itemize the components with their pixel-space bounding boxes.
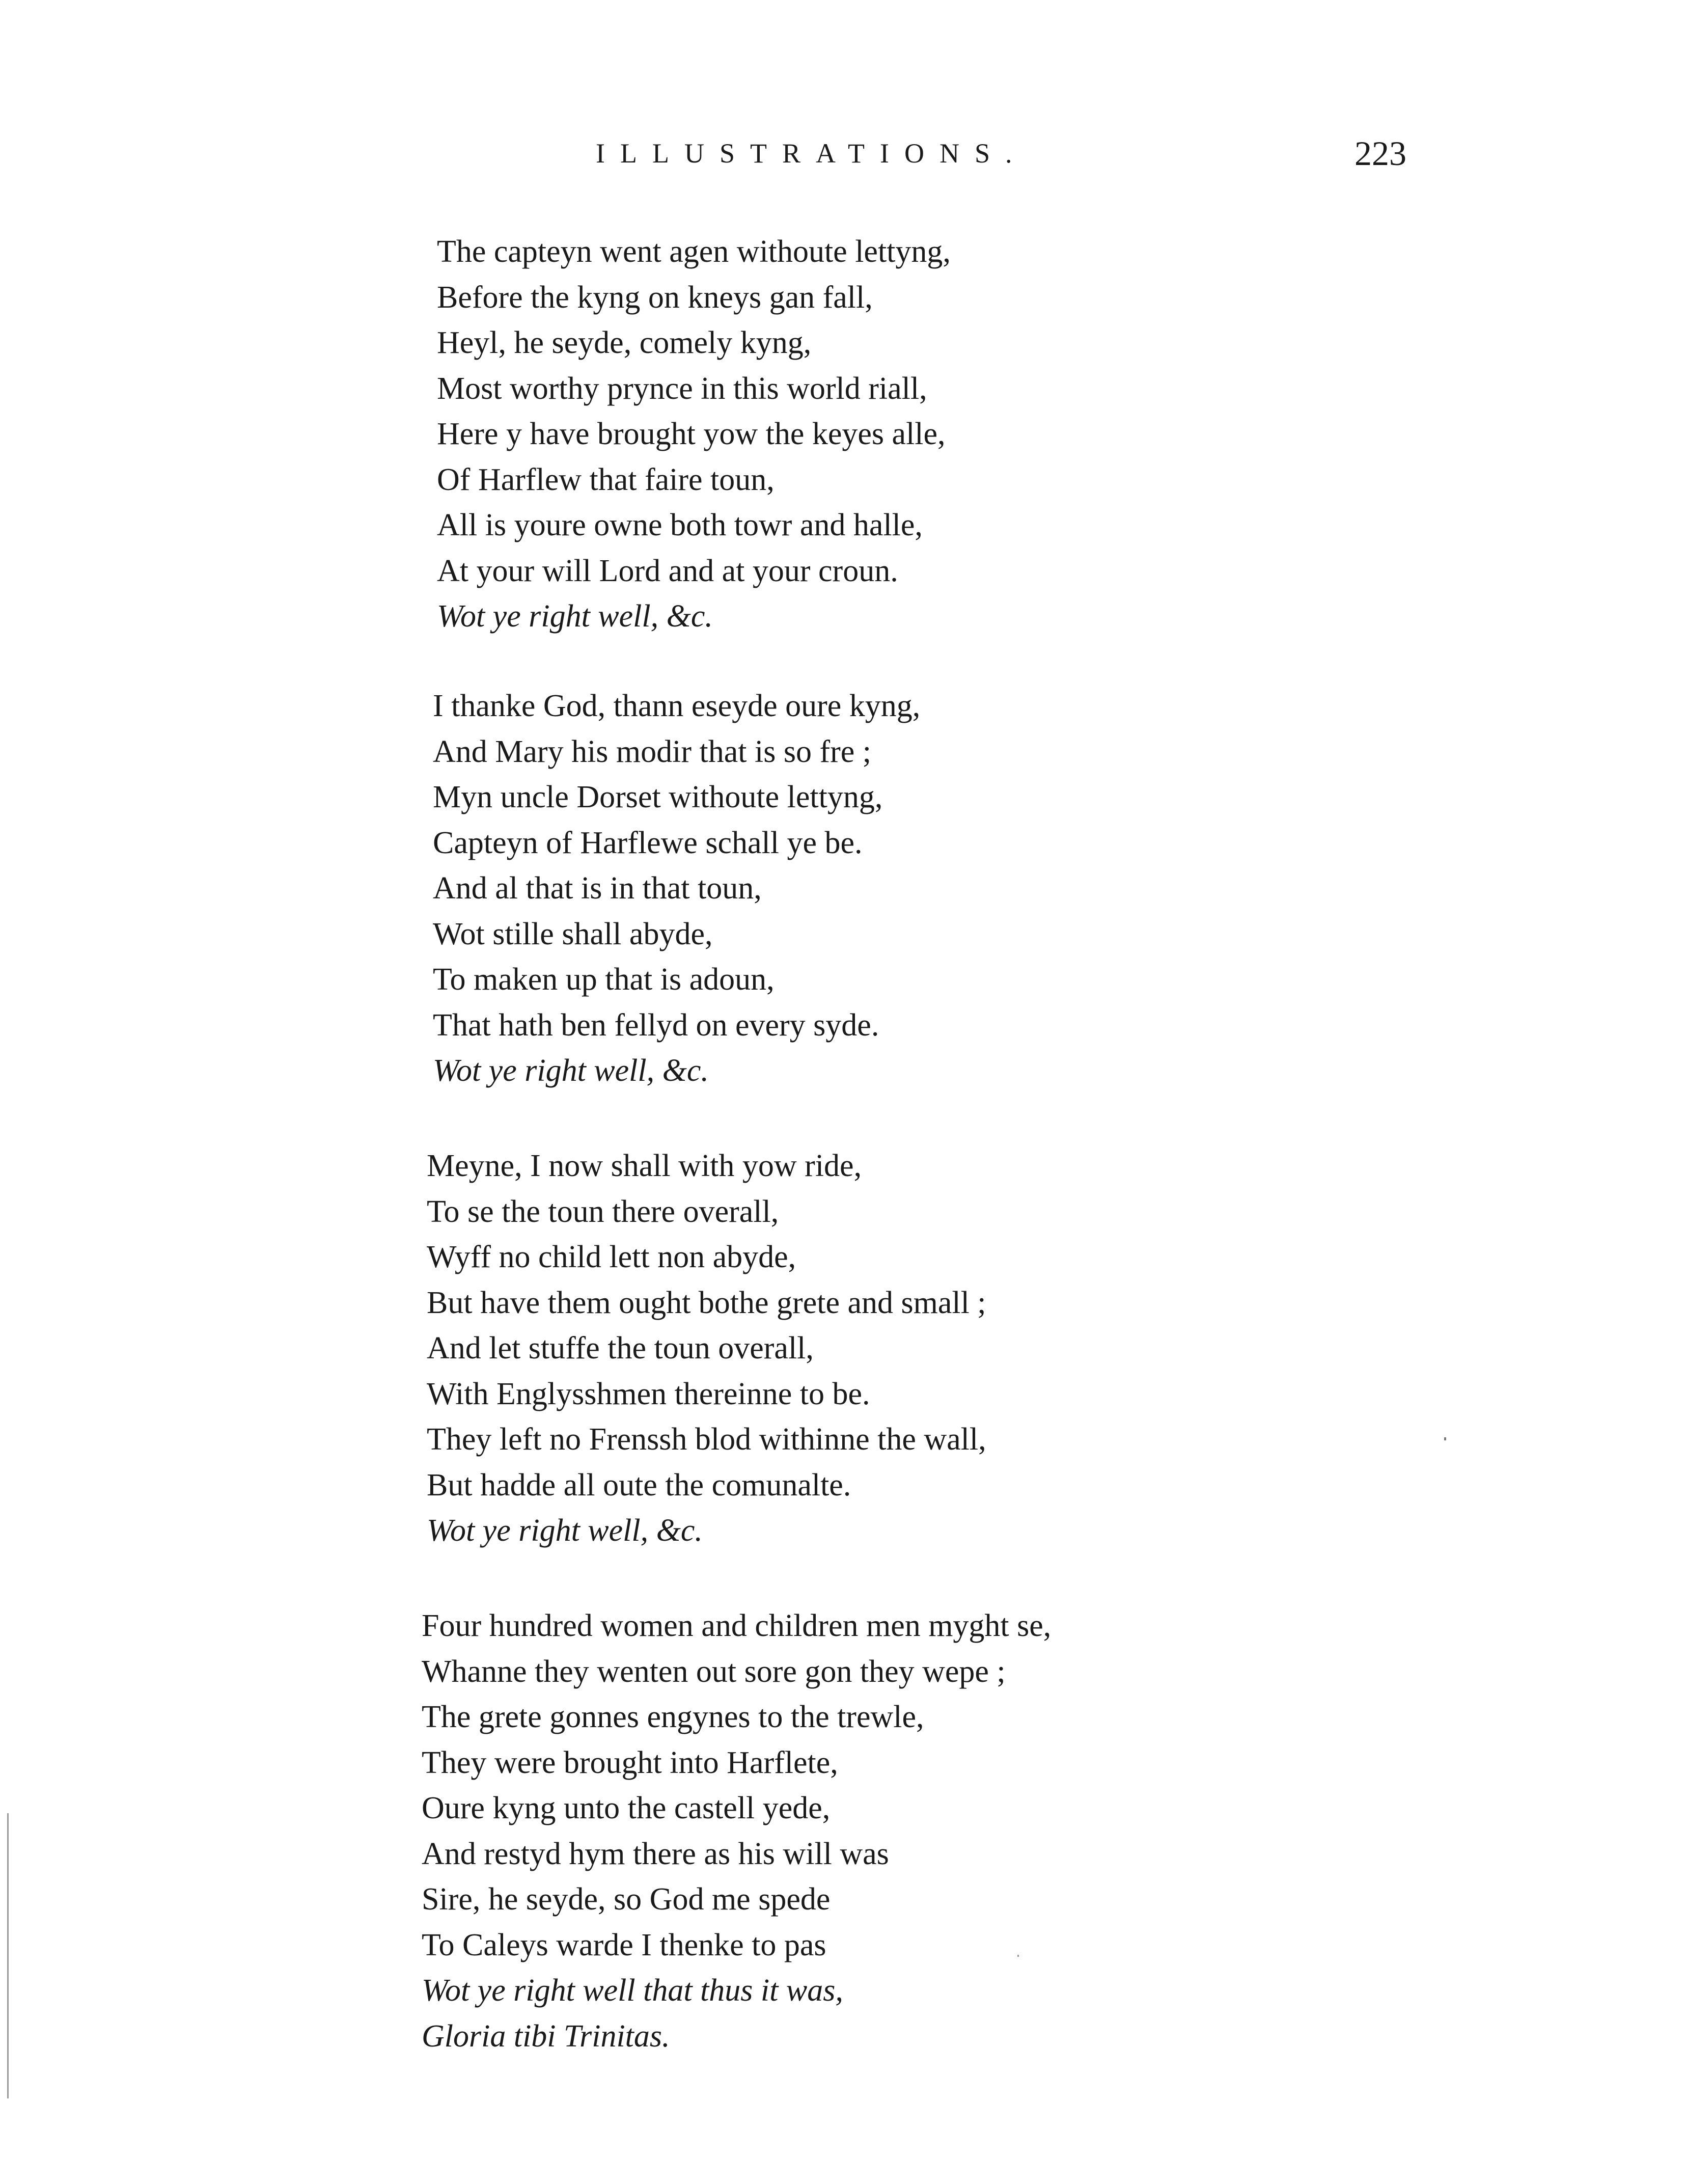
verse-line: To Caleys warde I thenke to pas — [422, 1927, 826, 1962]
verse-line: And Mary his modir that is so fre ; — [433, 734, 872, 769]
running-title: ILLUSTRATIONS. — [596, 138, 1028, 169]
verse-line: Of Harflew that faire toun, — [437, 462, 775, 497]
verse-line: And al that is in that toun, — [433, 871, 762, 906]
verse-line: Myn uncle Dorset withoute lettyng, — [433, 780, 883, 814]
stanza-4 — [422, 1603, 1051, 2059]
verse-line: They left no Frenssh blod withinne the wall, — [427, 1422, 986, 1457]
refrain-line: Wot ye right well, &c. — [437, 599, 713, 634]
verse-line: Sire, he seyde, so God me spede — [422, 1882, 831, 1917]
verse-line: That hath ben fellyd on every syde. — [433, 1007, 879, 1043]
page-number: 223 — [1355, 134, 1406, 173]
verse-line: Wot stille shall abyde, — [433, 916, 713, 951]
verse-line: Four hundred women and children men myght se, — [422, 1608, 1052, 1643]
refrain-line: Wot ye right well, &c. — [433, 1053, 709, 1088]
scan-edge-mark — [7, 1813, 9, 2098]
stanza-3 — [427, 1143, 986, 1554]
verse-line: All is youre owne both towr and halle, — [437, 508, 923, 542]
verse-line: And let stuffe the toun overall, — [427, 1331, 814, 1366]
scan-speck — [1017, 1955, 1019, 1957]
stanza-2 — [433, 684, 920, 1094]
verse-line: The capteyn went agen withoute lettyng, — [437, 234, 951, 269]
verse-line: To se the toun there overall, — [427, 1194, 779, 1229]
verse-line: With Englysshmen thereinne to be. — [427, 1376, 870, 1411]
verse-line: At your will Lord and at your croun. — [437, 553, 898, 588]
verse-line: Meyne, I now shall with yow ride, — [427, 1149, 862, 1183]
verse-line: They were brought into Harflete, — [422, 1745, 838, 1780]
verse-line: The grete gonnes engynes to the trewle, — [422, 1700, 924, 1734]
verse-line: And restyd hym there as his will was — [422, 1836, 889, 1871]
verse-line: Heyl, he seyde, comely kyng, — [437, 325, 812, 360]
verse-line: But hadde all oute the comunalte. — [427, 1467, 851, 1503]
refrain-line: Gloria tibi Trinitas. — [422, 2018, 670, 2054]
verse-line: Here y have brought yow the keyes alle, — [437, 417, 946, 451]
verse-line: Capteyn of Harflewe schall ye be. — [433, 825, 863, 860]
verse-line: Wyff no child lett non abyde, — [427, 1240, 796, 1274]
refrain-line: Wot ye right well that thus it was, — [422, 1973, 843, 2008]
verse-line: Oure kyng unto the castell yede, — [422, 1791, 831, 1825]
verse-line: Whanne they wenten out sore gon they wepe ; — [422, 1654, 1006, 1689]
verse-line: To maken up that is adoun, — [433, 962, 775, 997]
verse-line: Most worthy prynce in this world riall, — [437, 371, 927, 406]
refrain-line: Wot ye right well, &c. — [427, 1513, 703, 1548]
verse-line: I thanke God, thann eseyde oure kyng, — [433, 689, 921, 723]
verse-line: But have them ought bothe grete and small ; — [427, 1285, 986, 1320]
scan-speck — [1444, 1437, 1446, 1440]
verse-line: Before the kyng on kneys gan fall, — [437, 280, 873, 315]
stanza-1 — [437, 229, 951, 640]
